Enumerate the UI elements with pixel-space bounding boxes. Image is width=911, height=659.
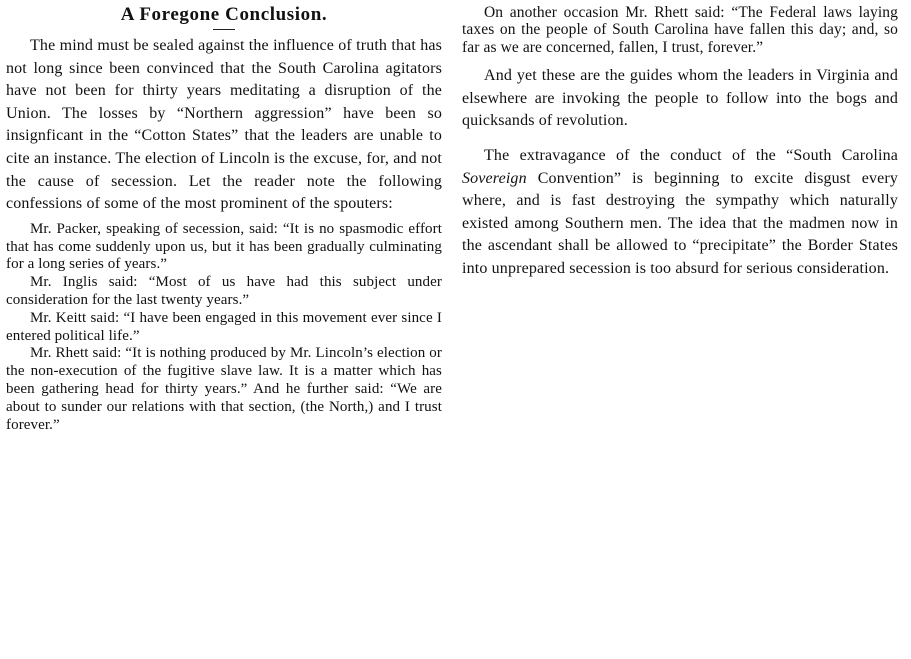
- quote-packer: Mr. Packer, speaking of secession, said: “It is no spasmodic effort that has come suddenly upon us, but it has been gradually culminating for a long series of years.”: [6, 220, 442, 273]
- right-column: [462, 4, 898, 281]
- article-title: A Foregone Conclusion.: [120, 4, 328, 25]
- left-column: [6, 4, 442, 434]
- guides-paragraph: And yet these are the guides whom the leaders in Virginia and elsewhere are invoking the people to follow into the bogs and quicksands of revolution.: [462, 67, 898, 130]
- extravagance-paragraph: [462, 145, 898, 281]
- extravagance-italic-word: Sovereign: [462, 169, 527, 187]
- quote-inglis: Mr. Inglis said: “Most of us have had this subject under consideration for the last twenty years.”: [6, 274, 442, 308]
- extravagance-text-end: Convention” is beginning to excite disgust every where, and is fast destroying the sympathy which naturally existed among Southern men. The idea that the madmen now in the ascendant shall be allowed to “precipitate” the Border States into unprepared secession is too absurd for serious consideration.: [462, 169, 898, 277]
- intro-paragraph: The mind must be sealed against the influence of truth that has not long since been convinced that the South Carolina agitators have not been for thirty years meditating a disruption of the Union. The losses by “Northern aggression” have been so insignficant in the “Cotton States” that the leaders are unable to cite an instance. The election of Lincoln is the excuse, for, and not the cause of secession. Let the reader note the following confessions of some of the most prominent of the spouters:: [6, 37, 442, 213]
- quote-rhett: Mr. Rhett said: “It is nothing produced by Mr. Lincoln’s election or the non-execution of the fugitive slave law. It is a matter which has been gathering head for thirty years.” And he further said: “We are about to sunder our relations with that section, (the North,) and I trust forever.”: [6, 345, 442, 433]
- quote-rhett-second: On another occasion Mr. Rhett said: “The Federal laws laying taxes on the people of South Carolina have fallen this day; and, so far as we are concerned, fallen, I trust, forever.”: [462, 4, 898, 56]
- quote-keitt: Mr. Keitt said: “I have been engaged in this movement ever since I entered political life.”: [6, 309, 442, 344]
- extravagance-text-start: The extravagance of the conduct of the “South Carolina: [484, 147, 898, 164]
- title-divider: [213, 29, 235, 30]
